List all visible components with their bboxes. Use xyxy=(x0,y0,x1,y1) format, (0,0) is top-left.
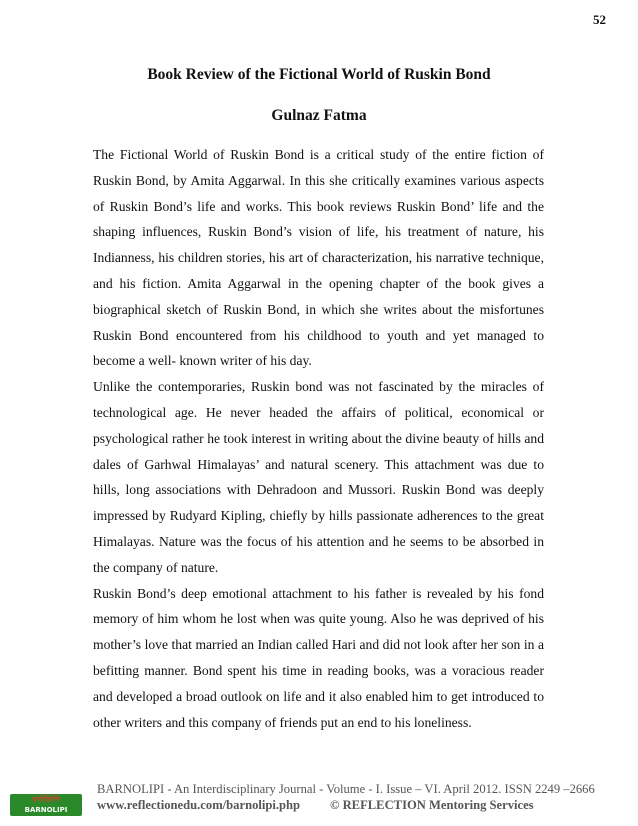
paragraph: Ruskin Bond’s deep emotional attachment to his father is revealed by his fond memory of him whom he lost when was quite young. Also he was deprived of his mother’s love that married an Indian called Hari and did not look after her son in a befitting manner. Bond spent his time in reading books, was a voracious reader and developed a broad outlook on life and it also enabled him to get introduced to other writers and this company of friends put an end to his loneliness. xyxy=(93,585,544,730)
paragraph: Unlike the contemporaries, Ruskin bond was not fascinated by the miracles of technological age. He never headed the affairs of political, economical or psychological rather he took interest in writing about the divine beauty of hills and dales of Garhwal Himalayas’ and natural scenery. This attachment was due to hills, long associations with Dehradoon and Mussori. Ruskin Bond was deeply impressed by Rudyard Kipling, chiefly by hills passionate adherences to the great Himalayas. Nature was the focus of his attention and he seems to be absorbed in the company of nature. xyxy=(93,379,544,575)
logo-wordmark: BARNOLIPI xyxy=(24,806,68,814)
journal-citation: BARNOLIPI - An Interdisciplinary Journal - Volume - I. Issue – VI. April 2012. ISSN 2249 –2666 xyxy=(97,782,595,796)
barnolipi-logo xyxy=(10,794,82,816)
footer-links xyxy=(97,798,534,813)
paragraph: The Fictional World of Ruskin Bond is a critical study of the entire fiction of Ruskin Bond, by Amita Aggarwal. In this she critically examines various aspects of Ruskin Bond’s life and works. This book reviews Ruskin Bond’ life and the shaping influences, Ruskin Bond’s vision of life, his treatment of nature, his Indianness, his children stories, his art of characterization, his narrative technique, and his fiction. Amita Aggarwal in the opening chapter of the book gives a biographical sketch of Ruskin Bond, in which she writes about the misfortunes Ruskin Bond encountered from his childhood to youth and yet managed to become a well- known writer of his day. xyxy=(93,147,544,369)
article-title: Book Review of the Fictional World of Ruskin Bond xyxy=(147,66,491,83)
page-number: 52 xyxy=(593,12,606,27)
website-link[interactable]: www.reflectionedu.com/barnolipi.php xyxy=(97,798,301,812)
author-name: Gulnaz Fatma xyxy=(271,107,367,124)
copyright-credit: © REFLECTION Mentoring Services xyxy=(330,798,534,812)
page-footer xyxy=(0,779,638,826)
logo-script-text: বর্ণালিপি xyxy=(32,795,60,804)
article-body xyxy=(93,142,544,735)
